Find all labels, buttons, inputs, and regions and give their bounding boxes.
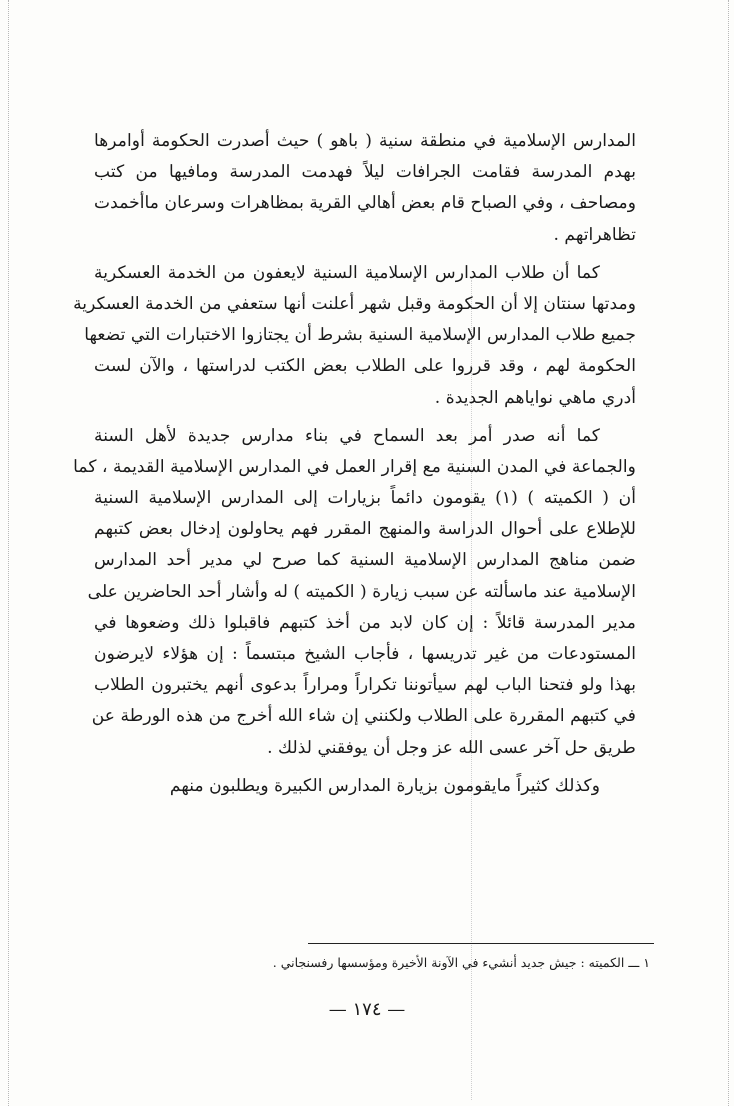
text-line: الإسلامية عند ماسألته عن سبب زيارة ( الكميته ) له وأشار أحد الحاضرين على [87, 581, 636, 602]
page-number: — ١٧٤ — [328, 999, 406, 1020]
text-line: تظاهراتهم . [553, 224, 636, 245]
text-line: ومدتها سنتان إلا أن الحكومة وقبل شهر أعلنت أنها ستعفي من الخدمة العسكرية [73, 293, 636, 314]
text-line: بهدم المدرسة فقامت الجرافات ليلاً فهدمت المدرسة ومافيها من كتب [94, 162, 636, 183]
text-line: والجماعة في المدن السنية مع إقرار العمل في المدارس الإسلامية القديمة ، كما [73, 456, 636, 477]
text-line: المستودعات من غير تدريسها ، فأجاب الشيخ مبتسماً : إن هؤلاء لايرضون [94, 644, 636, 664]
text-line: ضمن مناهج المدارس الإسلامية السنية كما صرح لي مدير أحد المدارس [94, 550, 636, 571]
text-line: جميع طلاب المدارس الإسلامية السنية بشرط أن يجتازوا الاختبارات التي تضعها [84, 325, 636, 346]
paragraph [94, 771, 636, 802]
left-margin-dotted-guide [8, 0, 9, 1106]
text-line: أدري ماهي نواياهم الجديدة . [434, 387, 636, 408]
footnote-separator [308, 943, 654, 944]
paragraph [94, 126, 636, 251]
text-line: الحكومة لهم ، وقد قرروا على الطلاب بعض الكتب لدراستها ، والآن لست [94, 356, 636, 377]
text-line: طريق حل آخر عسى الله عز وجل أن يوفقني لذلك . [267, 737, 636, 758]
text-line: ومصاحف ، وفي الصباح قام بعض أهالي القرية بمظاهرات وسرعان ماأخمدت [94, 193, 636, 214]
paragraph-gap [94, 764, 636, 771]
text-line: مدير المدرسة قائلاً : إن كان لابد من أخذ كتبهم فاقبلوا ذلك وضعوها في [94, 612, 636, 633]
text-line: بهذا ولو فتحنا الباب لهم سيأتوننا تكراراً ومراراً بدعوى أنهم يختبرون الطلاب [94, 675, 636, 696]
right-margin-dotted-guide [728, 0, 729, 1106]
text-line: للإطلاع على أحوال الدراسة والمنهج المقرر فهم يحاولون إدخال بعض كتبهم [94, 519, 636, 540]
text-line: أن ( الكميته ) (١) يقومون دائماً بزيارات إلى المدارس الإسلامية السنية [94, 488, 636, 509]
body-text [73, 126, 636, 802]
paragraph [73, 258, 636, 414]
paragraph [73, 421, 636, 764]
text-line: كما أن طلاب المدارس الإسلامية السنية لايعفون من الخدمة العسكرية [94, 262, 600, 283]
paragraph-gap [94, 251, 636, 258]
paragraph-gap [94, 414, 636, 421]
text-line: كما أنه صدر أمر بعد السماح في بناء مدارس جديدة لأهل السنة [94, 425, 600, 446]
text-line: في كتبهم المقررة على الطلاب ولكنني إن شاء الله أخرج من هذه الورطة عن [91, 706, 636, 727]
footnote: ١ ـــ الكميته : جيش جديد أنشيء في الآونة الأخيرة ومؤسسها رفسنجاني . [272, 955, 650, 970]
text-line: وكذلك كثيراً مايقومون بزيارة المدارس الكبيرة ويطلبون منهم [169, 775, 600, 796]
text-line: المدارس الإسلامية في منطقة سنية ( باهو ) حيث أصدرت الحكومة أوامرها [94, 131, 636, 151]
